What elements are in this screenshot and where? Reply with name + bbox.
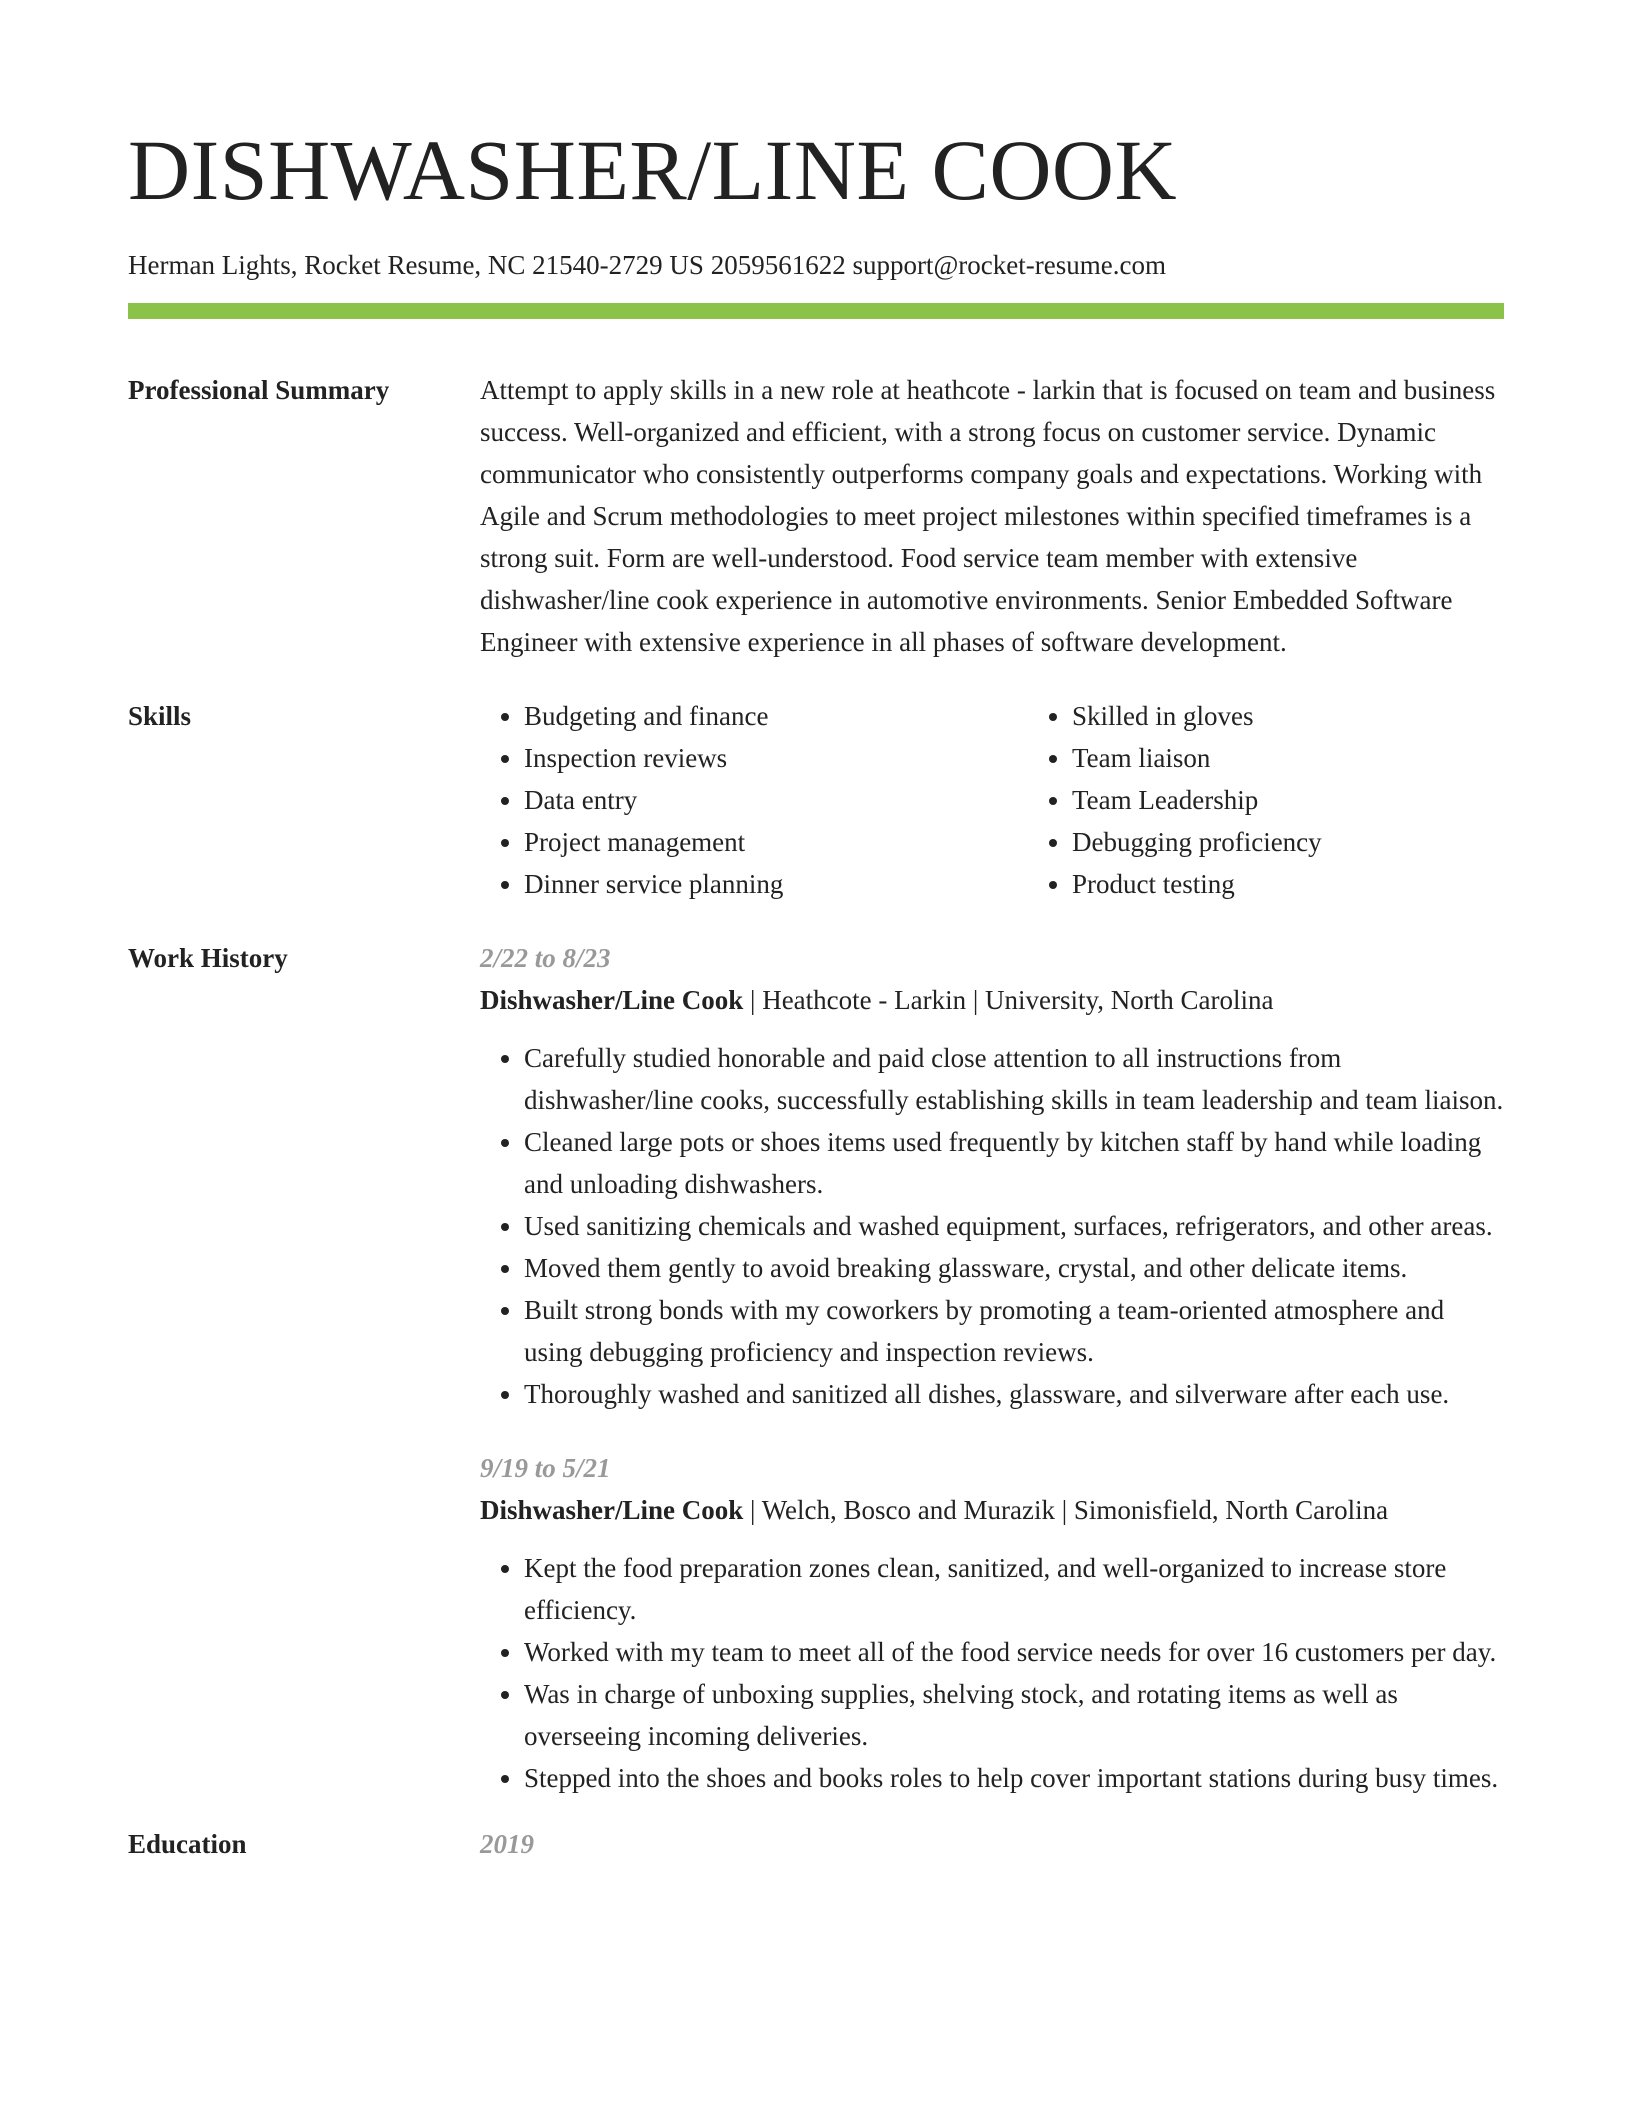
- section-title-skills: Skills: [128, 701, 192, 731]
- job-bullet: • Built strong bonds with my coworkers by promoting a team-oriented atmosphere and using debugging proficiency and inspection reviews.: [524, 1289, 1504, 1373]
- skill-item: • Team liaison: [1072, 737, 1576, 779]
- job-title: Dishwasher/Line Cook: [480, 1495, 744, 1525]
- professional-summary-section: [128, 369, 1504, 663]
- contact-line: Herman Lights, Rocket Resume, NC 21540-2729 US 2059561622 support@rocket-resume.com: [128, 250, 1166, 280]
- job-bullet: • Was in charge of unboxing supplies, shelving stock, and rotating items as well as overseeing incoming deliveries.: [524, 1673, 1504, 1757]
- job-bullet-list: [480, 1547, 1504, 1799]
- job-bullet: • Worked with my team to meet all of the food service needs for over 16 customers per day.: [524, 1631, 1504, 1673]
- skill-item: • Product testing: [1072, 863, 1576, 905]
- skills-grid: [480, 695, 1576, 905]
- job-title-line: [480, 1489, 1504, 1531]
- section-title-work-history: Work History: [128, 943, 288, 973]
- job-bullet: • Thoroughly washed and sanitized all dishes, glassware, and silverware after each use.: [524, 1373, 1504, 1415]
- skill-item: • Team Leadership: [1072, 779, 1576, 821]
- job-bullet: • Stepped into the shoes and books roles to help cover important stations during busy times.: [524, 1757, 1504, 1799]
- skill-item: • Debugging proficiency: [1072, 821, 1576, 863]
- job-bullet: • Kept the food preparation zones clean, sanitized, and well-organized to increase store efficiency.: [524, 1547, 1504, 1631]
- work-history-section: [128, 937, 1504, 1799]
- section-title-education: Education: [128, 1829, 247, 1859]
- summary-text: Attempt to apply skills in a new role at heathcote - larkin that is focused on team and business success. Well-organized and efficient, with a strong focus on customer service. Dynamic communicator who consistently outperforms company goals and expectations. Working with Agile and Scrum methodologies to meet project milestones within specified timeframes is a strong suit. Form are well-understood. Food service team member with extensive dishwasher/line cook experience in automotive environments. Senior Embedded Software Engineer with extensive experience in all phases of software development.: [480, 375, 1496, 657]
- job-bullet: • Cleaned large pots or shoes items used frequently by kitchen staff by hand while loading and unloading dishwashers.: [524, 1121, 1504, 1205]
- education-date: 2019: [480, 1829, 534, 1859]
- job-title: Dishwasher/Line Cook: [480, 985, 744, 1015]
- job-entry: [480, 937, 1504, 1415]
- skill-item: • Dinner service planning: [524, 863, 1028, 905]
- job-bullet: • Moved them gently to avoid breaking glassware, crystal, and other delicate items.: [524, 1247, 1504, 1289]
- job-dates: 2/22 to 8/23: [480, 943, 611, 973]
- job-entry: [480, 1447, 1504, 1799]
- job-title-line: [480, 979, 1504, 1021]
- skill-item: • Budgeting and finance: [524, 695, 1028, 737]
- skills-section: [128, 695, 1504, 905]
- job-bullet: • Carefully studied honorable and paid close attention to all instructions from dishwasher/line cooks, successfully establishing skills in team leadership and team liaison.: [524, 1037, 1504, 1121]
- skill-item: • Inspection reviews: [524, 737, 1028, 779]
- accent-divider: [128, 303, 1504, 319]
- job-dates: 9/19 to 5/21: [480, 1453, 611, 1483]
- job-bullet: • Used sanitizing chemicals and washed equipment, surfaces, refrigerators, and other areas.: [524, 1205, 1504, 1247]
- job-bullet-list: [480, 1037, 1504, 1415]
- job-employer-location: | Welch, Bosco and Murazik | Simonisfield, North Carolina: [743, 1495, 1389, 1525]
- skill-item: • Project management: [524, 821, 1028, 863]
- skills-right-column: [1028, 695, 1576, 905]
- skill-item: • Skilled in gloves: [1072, 695, 1576, 737]
- skill-item: • Data entry: [524, 779, 1028, 821]
- education-section: [128, 1823, 1504, 1865]
- skills-left-column: [480, 695, 1028, 905]
- resume-page: [128, 0, 1504, 1865]
- section-title-summary: Professional Summary: [128, 375, 390, 405]
- job-employer-location: | Heathcote - Larkin | University, North Carolina: [743, 985, 1274, 1015]
- resume-name-heading: DISHWASHER/LINE COOK: [128, 122, 1178, 218]
